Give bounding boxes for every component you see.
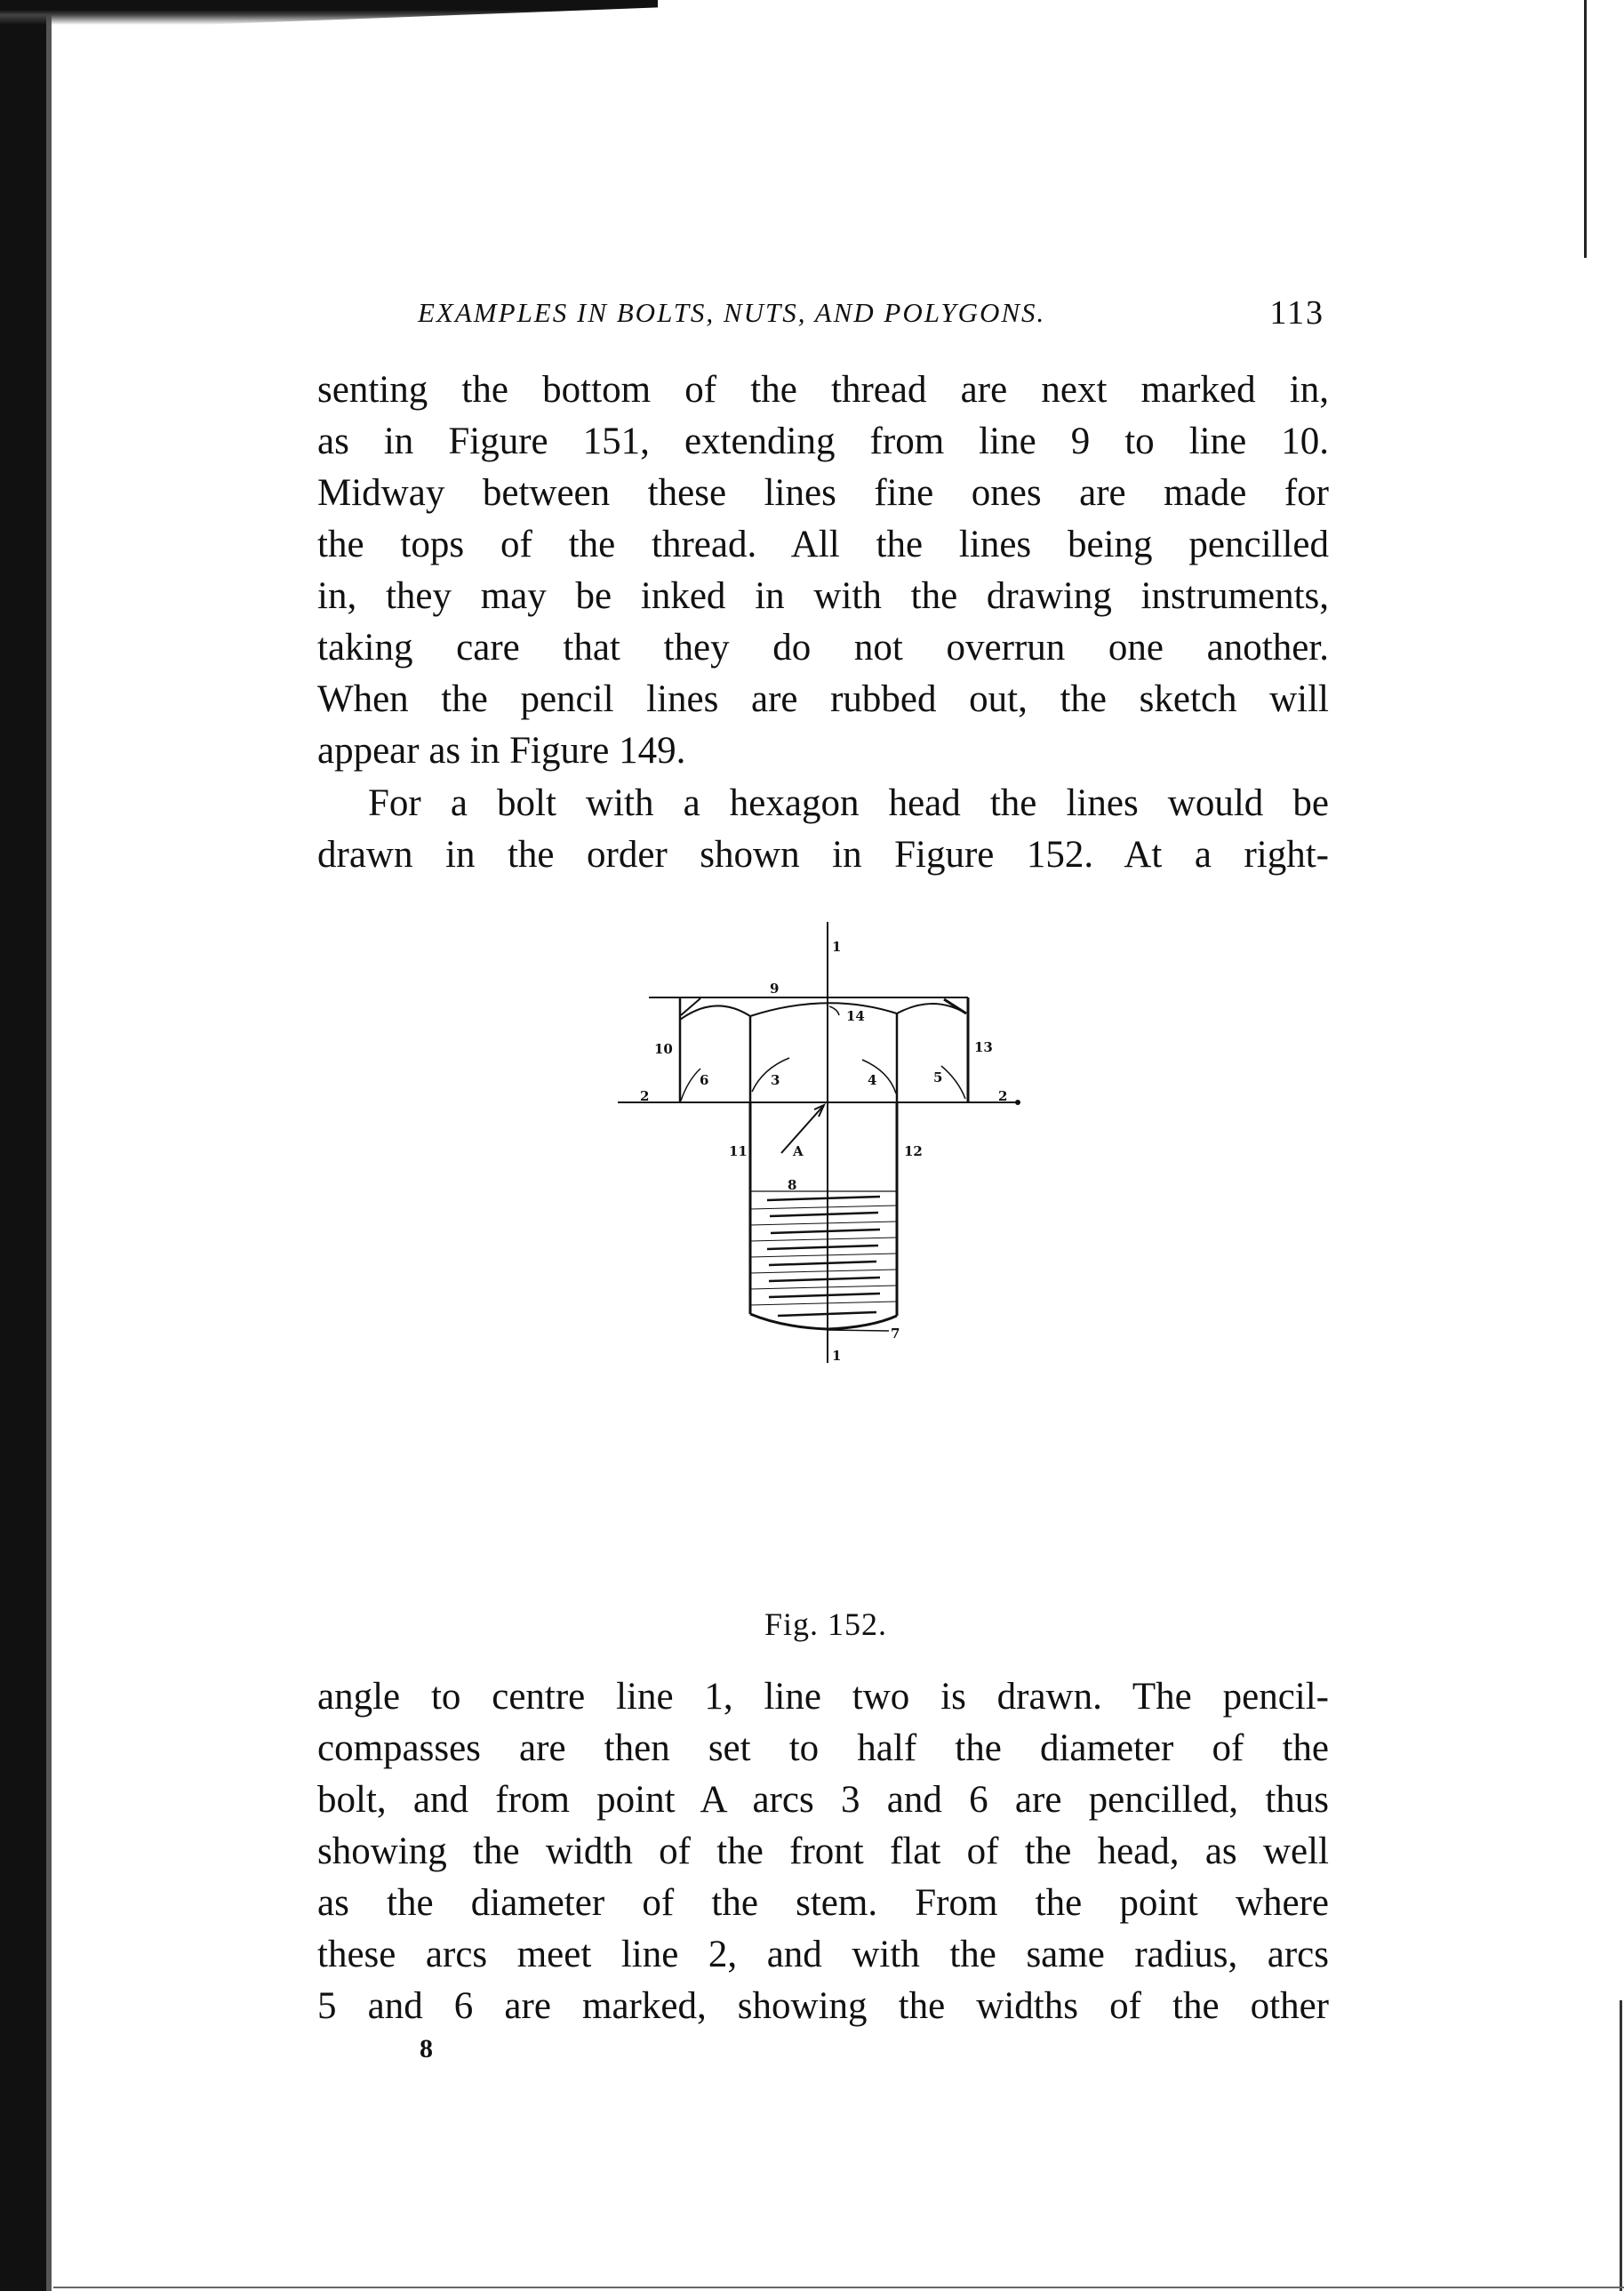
stem-end-arc xyxy=(750,1314,897,1329)
label-line-2-left: 2 xyxy=(640,1088,650,1104)
label-line-11: 11 xyxy=(729,1143,748,1159)
hexagon-head xyxy=(680,997,968,1102)
label-line-8: 8 xyxy=(788,1177,797,1193)
paragraph-3 xyxy=(317,1671,1329,2032)
label-line-14: 14 xyxy=(846,1008,865,1024)
text-line: showing the width of the front flat of the head, as well xyxy=(317,1830,1329,1872)
scan-edge-left-shadow xyxy=(46,0,52,2291)
text-line: bolt, and from point A arcs 3 and 6 are pencilled, thus xyxy=(317,1779,1329,1821)
text-line: the tops of the thread. All the lines being pencilled xyxy=(317,524,1329,565)
text-line: as in Figure 151, extending from line 9 to line 10. xyxy=(317,421,1329,462)
scan-edge-right xyxy=(1584,0,1587,258)
label-line-13: 13 xyxy=(974,1039,993,1055)
arc-5 xyxy=(941,1066,965,1099)
running-header xyxy=(418,293,1324,338)
label-line-2-right: 2 xyxy=(998,1088,1008,1104)
label-line-7: 7 xyxy=(891,1326,900,1342)
text-line: these arcs meet line 2, and with the same radius, arcs xyxy=(317,1934,1329,1975)
label-centre-line-top: 1 xyxy=(832,939,842,955)
scan-edge-right-lower xyxy=(1620,2000,1622,2291)
text-line: as the diameter of the stem. From the point where xyxy=(317,1882,1329,1924)
label-arc-3: 3 xyxy=(771,1072,780,1088)
chamfer-arc-right xyxy=(897,1004,966,1013)
text-line: senting the bottom of the thread are next marked in, xyxy=(317,369,1329,411)
scan-edge-top xyxy=(0,0,658,25)
label-arc-4: 4 xyxy=(868,1072,877,1088)
text-line: drawn in the order shown in Figure 152. At a right- xyxy=(317,834,1329,876)
line-2-dot xyxy=(1016,1101,1020,1105)
bolt-stem xyxy=(750,1102,897,1331)
label-arc-6: 6 xyxy=(700,1072,709,1088)
text-line: compasses are then set to half the diameter of the xyxy=(317,1727,1329,1769)
label-line-9: 9 xyxy=(770,981,780,997)
construction-lines xyxy=(618,922,1020,1363)
bolt-diagram-figure xyxy=(578,916,1067,1627)
paragraph-1 xyxy=(317,364,1329,777)
label-centre-line-bottom: 1 xyxy=(832,1348,842,1364)
label-line-10: 10 xyxy=(654,1041,673,1057)
text-line: in, they may be inked in with the drawing instruments, xyxy=(317,575,1329,617)
label-arc-5: 5 xyxy=(933,1069,943,1085)
signature-mark: 8 xyxy=(420,2034,433,2063)
arc-6 xyxy=(681,1069,700,1101)
text-line: When the pencil lines are rubbed out, the sketch will xyxy=(317,678,1329,720)
label-line-12: 12 xyxy=(904,1143,923,1159)
text-line: 5 and 6 are marked, showing the widths of the other xyxy=(317,1985,1329,2027)
text-line: angle to centre line 1, line two is drawn. The pencil- xyxy=(317,1676,1329,1718)
line-7-leader xyxy=(828,1330,889,1331)
scan-edge-left xyxy=(0,0,46,2291)
thread-bottom-lines xyxy=(750,1206,897,1305)
label-point-A: A xyxy=(793,1143,804,1159)
page-number: 113 xyxy=(1269,294,1324,332)
text-line: taking care that they do not overrun one another. xyxy=(317,627,1329,669)
text-line: Midway between these lines fine ones are made for xyxy=(317,472,1329,514)
running-title: EXAMPLES IN BOLTS, NUTS, AND POLYGONS. xyxy=(418,297,1046,328)
text-line: For a bolt with a hexagon head the lines would be xyxy=(368,782,1329,824)
paragraph-2 xyxy=(317,778,1329,881)
scan-edge-bottom xyxy=(53,2287,1624,2288)
text-line: appear as in Figure 149. xyxy=(317,730,686,772)
arc-14 xyxy=(829,1006,839,1015)
figure-caption: Fig. 152. xyxy=(764,1606,888,1642)
chamfer-arc-centre xyxy=(750,1003,897,1016)
